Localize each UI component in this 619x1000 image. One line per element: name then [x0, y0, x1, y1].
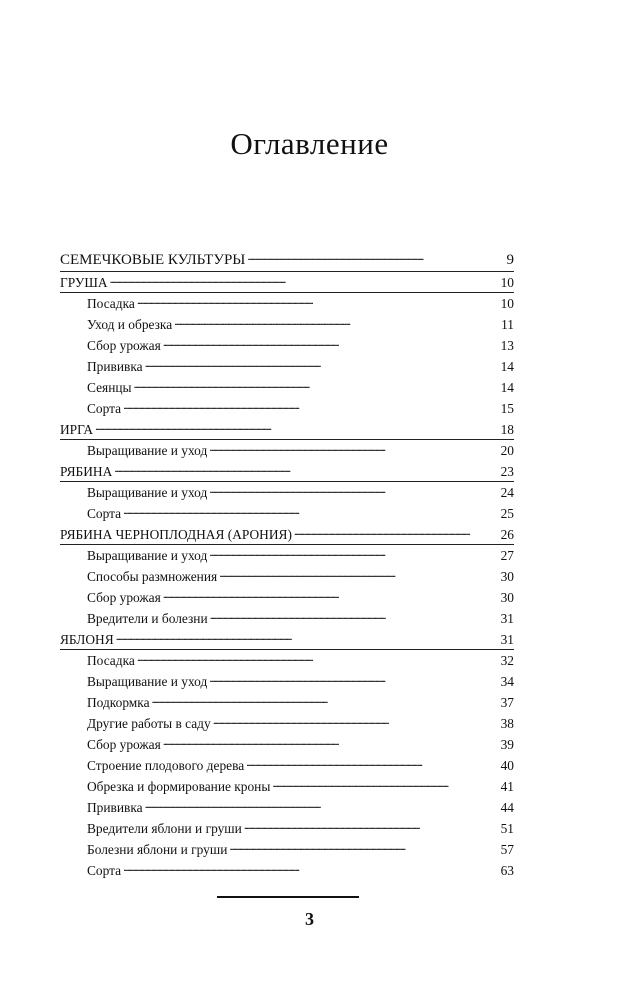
toc-entry-label: Сорта [87, 863, 122, 878]
toc-entry-page-number: 9 [506, 252, 514, 268]
toc-entry-label: Выращивание и уход [87, 485, 208, 500]
toc-dot-leader [219, 568, 499, 581]
toc-entry-label: Уход и обрезка [87, 317, 173, 332]
toc-section-entry[interactable] [60, 419, 514, 440]
toc-entry-label: Болезни яблони и груши [87, 842, 228, 857]
toc-entry-page-number: 40 [500, 758, 514, 773]
toc-dot-leader [209, 673, 499, 686]
toc-entry-label: Вредители яблони и груши [87, 821, 242, 836]
toc-dot-leader [163, 337, 500, 350]
toc-section-entry[interactable] [60, 248, 514, 272]
toc-entry-label: Строение плодового дерева [87, 758, 245, 773]
toc-dot-leader [123, 505, 500, 518]
toc-subsection-entry[interactable] [60, 566, 514, 587]
toc-section-entry[interactable] [60, 524, 514, 545]
toc-dot-leader [163, 589, 500, 602]
toc-subsection-entry[interactable] [60, 314, 514, 335]
toc-dot-leader [174, 316, 500, 329]
toc-dot-leader [110, 274, 500, 287]
toc-subsection-entry[interactable] [60, 776, 514, 797]
toc-entry-page-number: 24 [500, 485, 514, 500]
toc-entry-label: Сорта [87, 506, 122, 521]
toc-dot-leader [123, 400, 500, 413]
toc-entry-label: Обрезка и формирование кроны [87, 779, 271, 794]
toc-entry-label: Сбор урожая [87, 590, 161, 605]
toc-entry-page-number: 31 [500, 611, 514, 626]
toc-entry-label: Сорта [87, 401, 122, 416]
toc-entry-label: Другие работы в саду [87, 716, 211, 731]
toc-dot-leader [145, 799, 500, 812]
toc-subsection-entry[interactable] [60, 692, 514, 713]
toc-subsection-entry[interactable] [60, 587, 514, 608]
toc-subsection-entry[interactable] [60, 734, 514, 755]
toc-entry-label: ГРУША [60, 275, 108, 290]
toc-entry-label: Сбор урожая [87, 737, 161, 752]
toc-entry-page-number: 26 [500, 527, 514, 542]
toc-subsection-entry[interactable] [60, 755, 514, 776]
toc-dot-leader [163, 736, 500, 749]
toc-entry-label: Сбор урожая [87, 338, 161, 353]
toc-dot-leader [272, 778, 499, 791]
toc-entry-page-number: 51 [500, 821, 514, 836]
toc-subsection-entry[interactable] [60, 377, 514, 398]
toc-dot-leader [145, 358, 500, 371]
toc-entry-page-number: 63 [500, 863, 514, 878]
toc-entry-page-number: 25 [500, 506, 514, 521]
toc-subsection-entry[interactable] [60, 713, 514, 734]
toc-entry-page-number: 37 [500, 695, 514, 710]
toc-entry-label: ИРГА [60, 422, 94, 437]
table-of-contents [60, 248, 514, 881]
toc-subsection-entry[interactable] [60, 293, 514, 314]
toc-entry-label: Вредители и болезни [87, 611, 208, 626]
toc-entry-page-number: 41 [500, 779, 514, 794]
toc-entry-page-number: 39 [500, 737, 514, 752]
toc-entry-label: Посадка [87, 296, 135, 311]
toc-dot-leader [244, 820, 500, 833]
toc-subsection-entry[interactable] [60, 356, 514, 377]
toc-dot-leader [209, 484, 499, 497]
toc-entry-label: СЕМЕЧКОВЫЕ КУЛЬТУРЫ [60, 252, 246, 268]
footer-rule [217, 896, 359, 898]
toc-subsection-entry[interactable] [60, 440, 514, 461]
toc-entry-page-number: 18 [500, 422, 514, 437]
toc-entry-page-number: 31 [500, 632, 514, 647]
toc-entry-page-number: 38 [500, 716, 514, 731]
toc-dot-leader [213, 715, 500, 728]
toc-subsection-entry[interactable] [60, 797, 514, 818]
toc-subsection-entry[interactable] [60, 860, 514, 881]
toc-entry-label: Выращивание и уход [87, 674, 208, 689]
toc-subsection-entry[interactable] [60, 608, 514, 629]
toc-section-entry[interactable] [60, 629, 514, 650]
toc-dot-leader [114, 463, 499, 476]
toc-dot-leader [246, 757, 499, 770]
toc-entry-label: Подкормка [87, 695, 150, 710]
toc-dot-leader [137, 652, 500, 665]
toc-entry-label: Посадка [87, 653, 135, 668]
toc-dot-leader [247, 249, 505, 264]
toc-entry-label: Способы размножения [87, 569, 218, 584]
toc-dot-leader [116, 631, 500, 644]
toc-subsection-entry[interactable] [60, 482, 514, 503]
toc-entry-page-number: 44 [500, 800, 514, 815]
toc-subsection-entry[interactable] [60, 650, 514, 671]
toc-subsection-entry[interactable] [60, 503, 514, 524]
toc-dot-leader [229, 841, 499, 854]
toc-dot-leader [137, 295, 500, 308]
toc-entry-page-number: 27 [500, 548, 514, 563]
toc-entry-label: Прививка [87, 359, 143, 374]
toc-dot-leader [134, 379, 500, 392]
toc-subsection-entry[interactable] [60, 398, 514, 419]
toc-entry-page-number: 20 [500, 443, 514, 458]
toc-entry-page-number: 23 [500, 464, 514, 479]
toc-entry-label: Сеянцы [87, 380, 132, 395]
toc-dot-leader [123, 862, 500, 875]
toc-section-entry[interactable] [60, 461, 514, 482]
toc-entry-page-number: 13 [500, 338, 514, 353]
toc-dot-leader [95, 421, 500, 434]
toc-entry-label: ЯБЛОНЯ [60, 632, 114, 647]
toc-subsection-entry[interactable] [60, 671, 514, 692]
toc-entry-page-number: 10 [500, 275, 514, 290]
toc-entry-page-number: 11 [501, 317, 514, 332]
toc-dot-leader [152, 694, 500, 707]
toc-entry-page-number: 14 [500, 380, 514, 395]
toc-entry-page-number: 34 [500, 674, 514, 689]
toc-subsection-entry[interactable] [60, 839, 514, 860]
toc-entry-page-number: 14 [500, 359, 514, 374]
toc-dot-leader [209, 442, 499, 455]
toc-entry-page-number: 30 [500, 590, 514, 605]
toc-entry-page-number: 57 [500, 842, 514, 857]
toc-entry-label: Прививка [87, 800, 143, 815]
page-number: 3 [305, 909, 314, 929]
toc-subsection-entry[interactable] [60, 545, 514, 566]
toc-subsection-entry[interactable] [60, 335, 514, 356]
toc-dot-leader [209, 547, 499, 560]
toc-entry-page-number: 10 [500, 296, 514, 311]
toc-section-entry[interactable] [60, 272, 514, 293]
toc-dot-leader [210, 610, 500, 623]
toc-entry-page-number: 30 [500, 569, 514, 584]
toc-entry-page-number: 32 [500, 653, 514, 668]
toc-entry-page-number: 15 [500, 401, 514, 416]
toc-dot-leader [294, 526, 500, 539]
toc-subsection-entry[interactable] [60, 818, 514, 839]
toc-entry-label: РЯБИНА ЧЕРНОПЛОДНАЯ (АРОНИЯ) [60, 527, 292, 542]
toc-entry-label: РЯБИНА [60, 464, 113, 479]
toc-entry-label: Выращивание и уход [87, 443, 208, 458]
page-title: Оглавление [230, 126, 389, 161]
toc-entry-label: Выращивание и уход [87, 548, 208, 563]
